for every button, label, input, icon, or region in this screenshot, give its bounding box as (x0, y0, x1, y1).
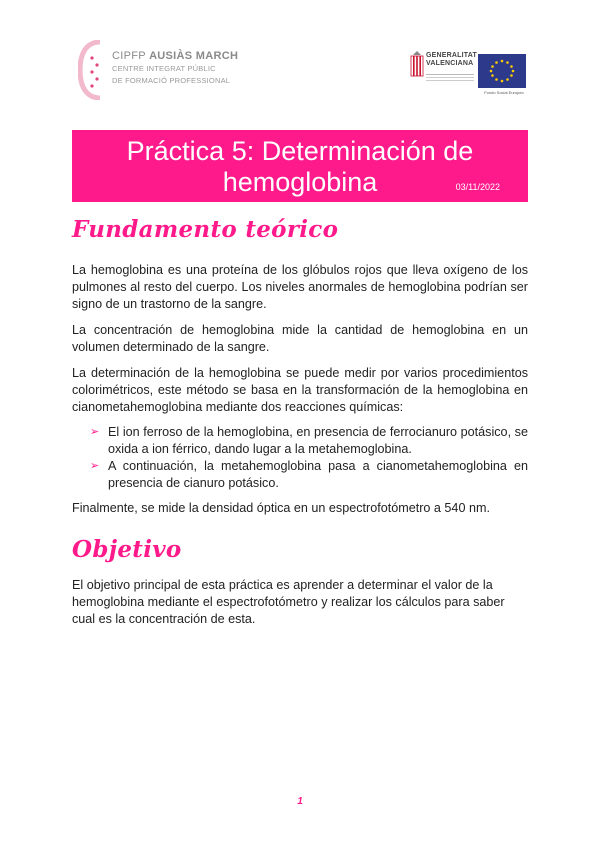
school-name-bold: AUSIÀS MARCH (149, 50, 239, 62)
document-date: 03/11/2022 (455, 182, 500, 192)
list-item (90, 458, 528, 492)
school-logo-mark (78, 40, 108, 100)
school-line-3: DE FORMACIÓ PROFESSIONAL (112, 76, 231, 85)
paragraph-finalmente: Finalmente, se mide la densidad óptica en un espectrofotómetro a 540 nm. (72, 501, 490, 515)
list-item (90, 424, 528, 458)
paragraph-hemoglobina-rest: es una proteína de los glóbulos rojos que lleva oxígeno de los pulmones al resto del cuerpo. Los niveles anormales de hemoglobina podrían ser signo de un trastorno de la sangre. (72, 263, 528, 311)
paragraph-hemoglobina (72, 262, 528, 313)
page-title: Práctica 5: Determinación de hemoglobina (126, 136, 474, 197)
paragraph-concentracion: La concentración de hemoglobina mide la cantidad de hemoglobina en un volumen determinado de la sangre. (72, 323, 528, 354)
school-logo (78, 40, 238, 104)
gva-sub-lines (426, 72, 474, 81)
gva-logo-mark (410, 50, 424, 80)
gva-line-2: VALENCIANA (426, 60, 474, 67)
gva-logo (410, 48, 477, 98)
paragraph-hemoglobina-lead: La hemoglobina (72, 263, 163, 277)
school-line-2: CENTRE INTEGRAT PÚBLIC (112, 64, 216, 73)
title-banner (72, 130, 528, 202)
page-number: 1 (297, 796, 303, 807)
eu-flag-icon (478, 54, 526, 88)
section-heading-objetivo: Objetivo (72, 536, 182, 563)
eu-caption: Fondo Social Europeo (484, 90, 524, 95)
school-name-prefix: CIPFP (112, 50, 146, 62)
gva-line-1: GENERALITAT (426, 52, 477, 59)
arrow-bullet-icon: ➢ (90, 426, 100, 438)
section-heading-fundamento: Fundamento teórico (72, 216, 339, 243)
paragraph-objetivo: El objetivo principal de esta práctica es aprender a determinar el valor de la hemoglobina mediante el espectrofotómetro y realizar los cálculos para saber cual es la concentración de esta. (72, 578, 505, 626)
list-item-text: El ion ferroso de la hemoglobina, en presencia de ferrocianuro potásico, se oxida a ion férrico, dando lugar a la metahemoglobina. (108, 425, 528, 456)
paragraph-determinacion: La determinación de la hemoglobina se puede medir por varios procedimientos colorimétricos, este método se basa en la transformación de la hemoglobina en cianometahemoglobina mediante dos reacciones químicas: (72, 366, 528, 414)
arrow-bullet-icon: ➢ (90, 460, 100, 472)
reactions-list (90, 424, 528, 492)
list-item-text: A continuación, la metahemoglobina pasa a cianometahemoglobina en presencia de cianuro potásico. (108, 459, 528, 490)
